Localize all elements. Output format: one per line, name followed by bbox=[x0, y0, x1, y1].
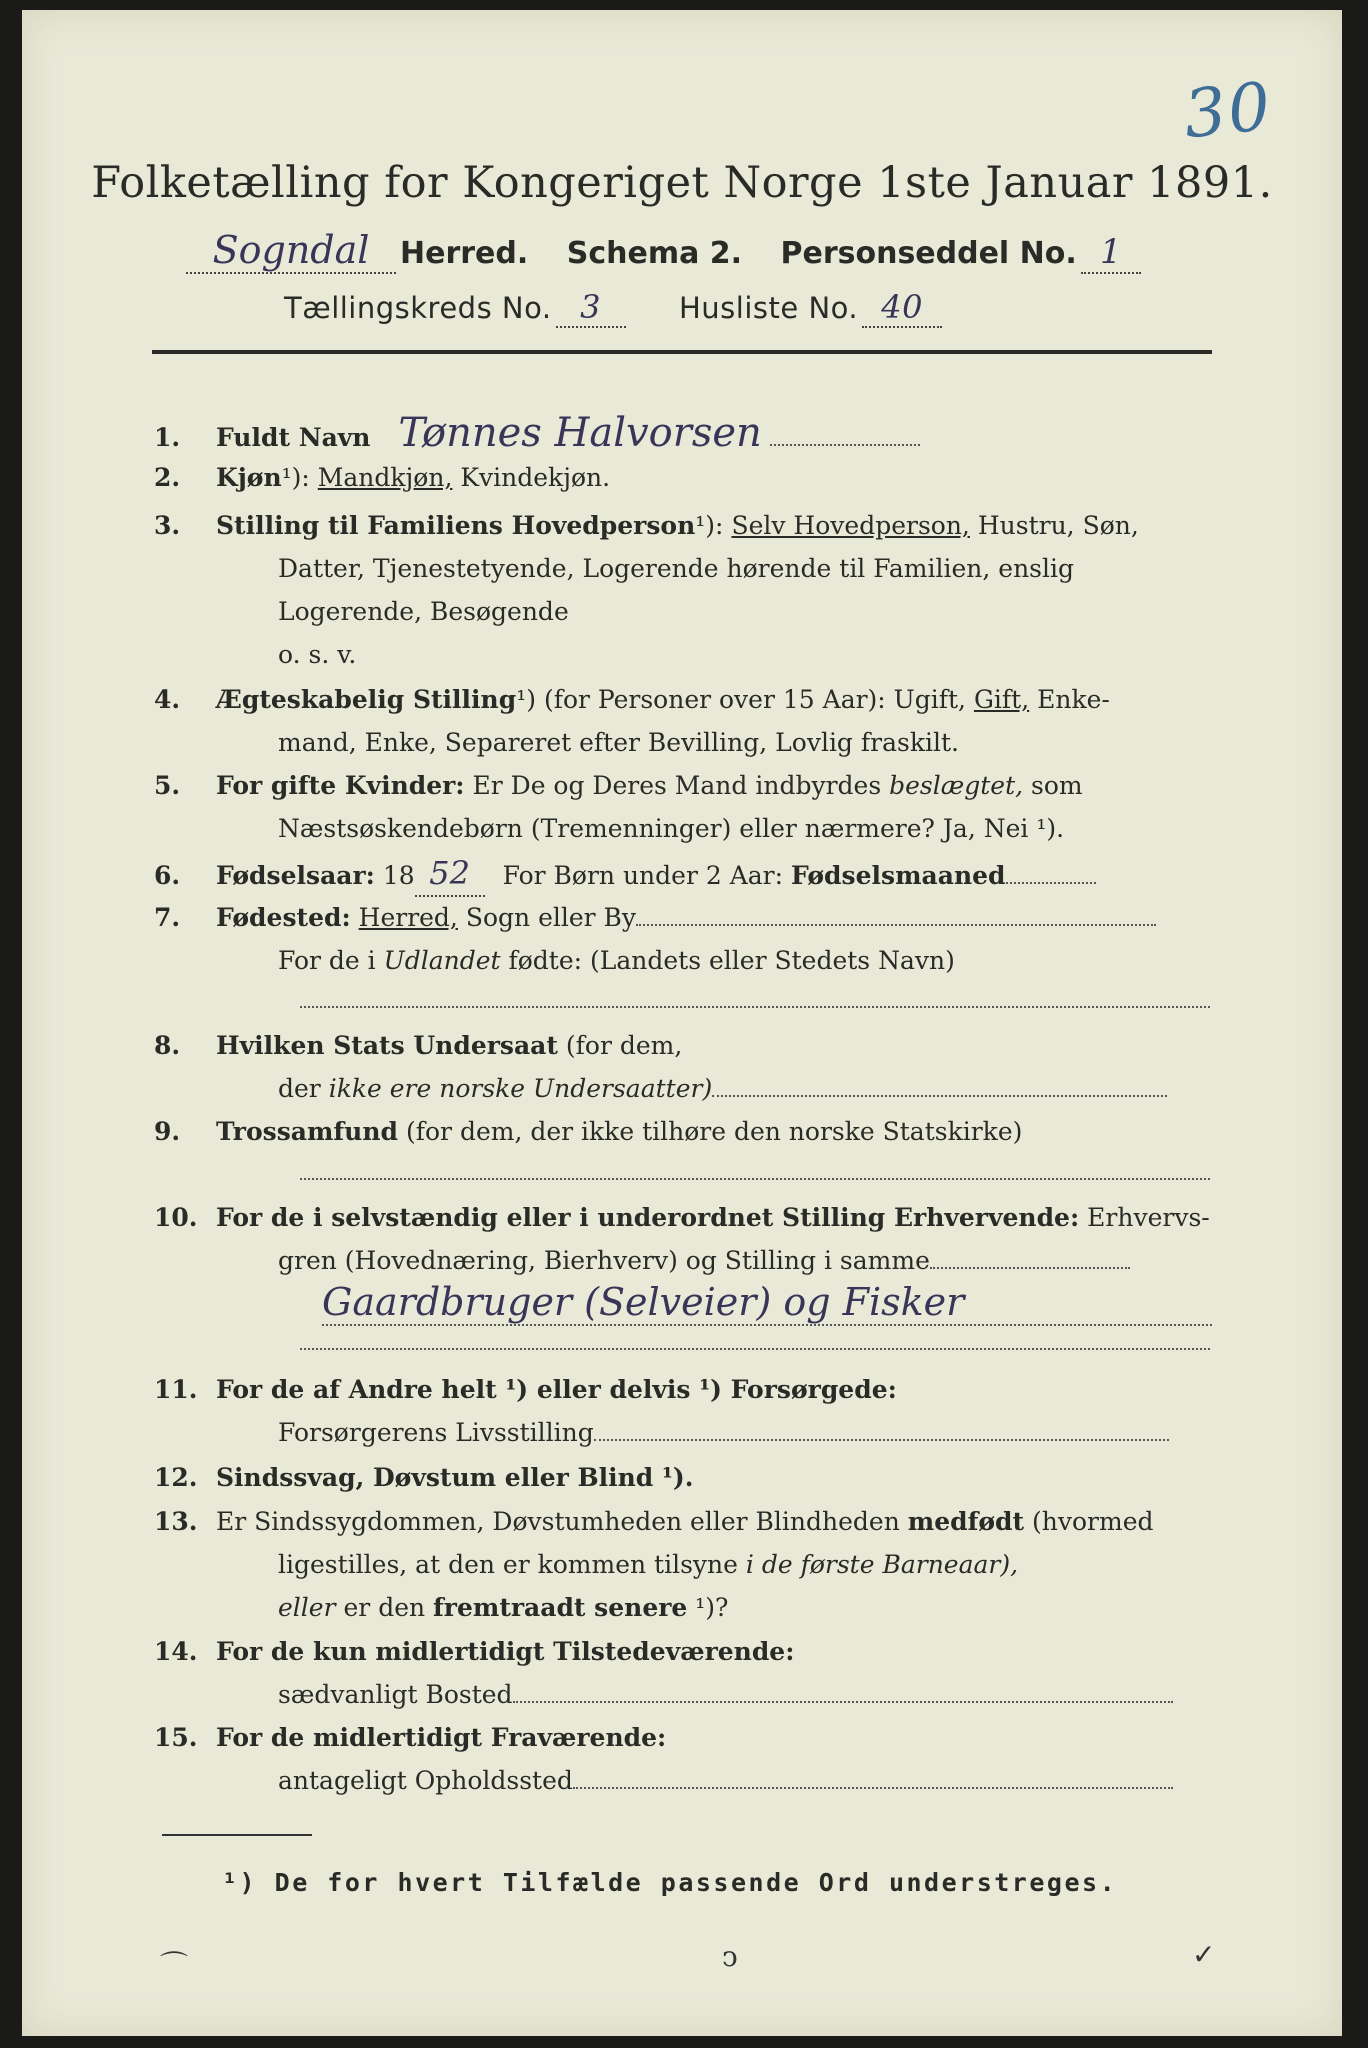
question-number: 5. bbox=[154, 771, 181, 800]
header-row-herred bbox=[182, 228, 1145, 274]
question-label: For de kun midlertidigt Tilstedeværende: bbox=[216, 1637, 795, 1666]
question-number: 13. bbox=[154, 1507, 198, 1536]
header-row-kreds bbox=[284, 288, 946, 328]
question-4 bbox=[154, 678, 1214, 764]
question-13 bbox=[154, 1500, 1214, 1629]
question-label: Ægteskabelig Stilling bbox=[216, 685, 517, 714]
question-label: For gifte Kvinder: bbox=[216, 771, 465, 800]
question-12 bbox=[154, 1456, 1214, 1499]
question-label: Kjøn bbox=[216, 463, 282, 492]
question-text: der bbox=[278, 1074, 321, 1103]
question-text: (for dem, bbox=[565, 1031, 683, 1060]
check-mark: ✓ bbox=[1192, 1938, 1216, 1971]
question-label: Hvilken Stats Undersaat bbox=[216, 1031, 558, 1060]
footnote-ref: ¹): bbox=[281, 463, 310, 492]
question-label: Fuldt Navn bbox=[216, 423, 371, 452]
pencil-mark: ⌒ bbox=[160, 1949, 189, 1982]
question-1 bbox=[154, 412, 1214, 459]
question-number: 6. bbox=[154, 861, 181, 890]
fill-line bbox=[636, 922, 1156, 926]
question-text: (hvormed bbox=[1032, 1507, 1154, 1536]
fill-line bbox=[930, 1265, 1130, 1269]
full-name-answer: Tønnes Halvorsen bbox=[398, 410, 762, 456]
fill-line bbox=[513, 1699, 1173, 1703]
option-text: Sogn eller By bbox=[465, 903, 637, 932]
option-selected: Herred, bbox=[358, 903, 458, 932]
question-text: som bbox=[1031, 771, 1083, 800]
question-3 bbox=[154, 504, 1214, 676]
birth-year-answer: 52 bbox=[415, 852, 485, 897]
question-number: 11. bbox=[154, 1375, 198, 1404]
fill-line bbox=[770, 442, 920, 446]
pencil-mark: ↄ bbox=[722, 1940, 738, 1973]
option: Kvindekjøn. bbox=[460, 463, 611, 492]
occupation-answer: Gaardbruger (Selveier) og Fisker bbox=[322, 1280, 1212, 1326]
option-text: Enke- bbox=[1037, 685, 1110, 714]
question-text-em: beslægtet, bbox=[889, 771, 1024, 800]
husliste-label: Husliste No. bbox=[679, 291, 859, 325]
question-number: 9. bbox=[154, 1117, 181, 1146]
question-text: For Børn under 2 Aar: bbox=[502, 861, 784, 890]
question-text: fødte: (Landets eller Stedets Navn) bbox=[508, 946, 955, 975]
footnote-ref: ¹): bbox=[695, 511, 724, 540]
question-text-bold: fremtraadt senere bbox=[433, 1593, 688, 1622]
herred-label: Herred. bbox=[400, 236, 529, 271]
option-text: o. s. v. bbox=[278, 640, 357, 669]
question-10 bbox=[154, 1196, 1214, 1282]
question-number: 14. bbox=[154, 1637, 198, 1666]
option-selected: Selv Hovedperson, bbox=[731, 511, 970, 540]
question-label: For de midlertidigt Fraværende: bbox=[216, 1723, 667, 1752]
fill-line bbox=[300, 1006, 1210, 1008]
question-number: 8. bbox=[154, 1031, 181, 1060]
footnote: ¹) De for hvert Tilfælde passende Ord understreges. bbox=[222, 1868, 1118, 1897]
question-label: Stilling til Familiens Hovedperson bbox=[216, 511, 696, 540]
herred-name: Sogndal bbox=[186, 228, 396, 274]
kreds-number: 3 bbox=[556, 288, 626, 328]
question-8 bbox=[154, 1024, 1214, 1110]
schema-label: Schema 2. bbox=[566, 236, 743, 271]
question-text: ligestilles, at den er kommen tilsyne bbox=[278, 1550, 738, 1579]
option-text: Logerende, Besøgende bbox=[278, 597, 569, 626]
question-number: 4. bbox=[154, 685, 181, 714]
question-14 bbox=[154, 1630, 1214, 1716]
option-selected: Gift, bbox=[973, 685, 1030, 714]
question-text-bold: medfødt bbox=[907, 1507, 1025, 1536]
question-text-em: ikke ere norske Undersaatter) bbox=[328, 1074, 713, 1103]
footnote-rule bbox=[162, 1834, 312, 1836]
question-number: 1. bbox=[154, 423, 181, 452]
fill-line bbox=[712, 1093, 1167, 1097]
fill-line bbox=[1006, 880, 1096, 884]
question-number: 15. bbox=[154, 1723, 198, 1752]
question-label: For de i selvstændig eller i underordnet Stilling Erhvervende: bbox=[216, 1203, 1080, 1232]
question-number: 2. bbox=[154, 463, 181, 492]
question-5 bbox=[154, 764, 1214, 850]
census-form bbox=[22, 10, 1342, 2036]
question-text: For de i bbox=[278, 946, 376, 975]
question-text: ¹)? bbox=[695, 1593, 729, 1622]
footnote-ref: ¹) bbox=[516, 685, 536, 714]
question-text: Erhvervs- bbox=[1087, 1203, 1210, 1232]
fill-line bbox=[573, 1785, 1173, 1789]
option-text: Hustru, Søn, bbox=[977, 511, 1139, 540]
option-text: Datter, Tjenestetyende, Logerende hørende til Familien, enslig bbox=[278, 554, 1075, 583]
question-text: er den bbox=[343, 1593, 426, 1622]
question-text: Er Sindssygdommen, Døvstumheden eller Blindheden bbox=[216, 1507, 900, 1536]
question-text: gren (Hovednæring, Bierhverv) og Stilling i samme bbox=[278, 1246, 930, 1275]
kreds-label: Tællingskreds No. bbox=[284, 291, 552, 325]
question-text-em: eller bbox=[278, 1593, 336, 1622]
question-label: For de af Andre helt ¹) eller delvis ¹) Forsørgede: bbox=[216, 1375, 897, 1404]
husliste-number: 40 bbox=[862, 288, 942, 328]
question-text-em: i de første Barneaar), bbox=[745, 1550, 1019, 1579]
question-7 bbox=[154, 896, 1214, 982]
question-label: Fødselsaar: bbox=[216, 861, 375, 890]
option-text: mand, Enke, Separeret efter Bevilling, Lovlig fraskilt. bbox=[278, 728, 959, 757]
question-text: antageligt Opholdssted bbox=[278, 1766, 573, 1795]
question-text: Forsørgerens Livsstilling bbox=[278, 1418, 594, 1447]
option-text: (for Personer over 15 Aar): Ugift, bbox=[543, 685, 966, 714]
question-2 bbox=[154, 456, 1214, 499]
personseddel-label: Personseddel No. bbox=[780, 236, 1077, 271]
header-rule bbox=[152, 350, 1212, 354]
question-15 bbox=[154, 1716, 1214, 1802]
question-text-em: Udlandet bbox=[383, 946, 501, 975]
question-number: 12. bbox=[154, 1463, 198, 1492]
question-text: Er De og Deres Mand indbyrdes bbox=[472, 771, 882, 800]
question-number: 3. bbox=[154, 511, 181, 540]
question-label: Sindssvag, Døvstum eller Blind ¹). bbox=[216, 1463, 694, 1492]
question-9 bbox=[154, 1110, 1214, 1153]
personseddel-number: 1 bbox=[1081, 232, 1141, 274]
option-selected: Mandkjøn, bbox=[317, 463, 453, 492]
question-label: Fødselsmaaned bbox=[791, 861, 1006, 890]
page-number: 30 bbox=[1180, 67, 1276, 154]
question-number: 10. bbox=[154, 1203, 198, 1232]
form-title: Folketælling for Kongeriget Norge 1ste Januar 1891. bbox=[91, 158, 1273, 208]
question-6 bbox=[154, 852, 1214, 897]
fill-line bbox=[300, 1348, 1210, 1350]
question-label: Fødested: bbox=[216, 903, 351, 932]
year-prefix: 18 bbox=[382, 861, 415, 890]
question-label: Trossamfund bbox=[216, 1117, 399, 1146]
question-11 bbox=[154, 1368, 1214, 1454]
question-text: Næstsøskendebørn (Tremenninger) eller nærmere? Ja, Nei ¹). bbox=[278, 814, 1065, 843]
question-text: sædvanligt Bosted bbox=[278, 1680, 513, 1709]
fill-line bbox=[594, 1437, 1169, 1441]
question-text: (for dem, der ikke tilhøre den norske Statskirke) bbox=[405, 1117, 1023, 1146]
question-number: 7. bbox=[154, 903, 181, 932]
fill-line bbox=[300, 1178, 1210, 1180]
